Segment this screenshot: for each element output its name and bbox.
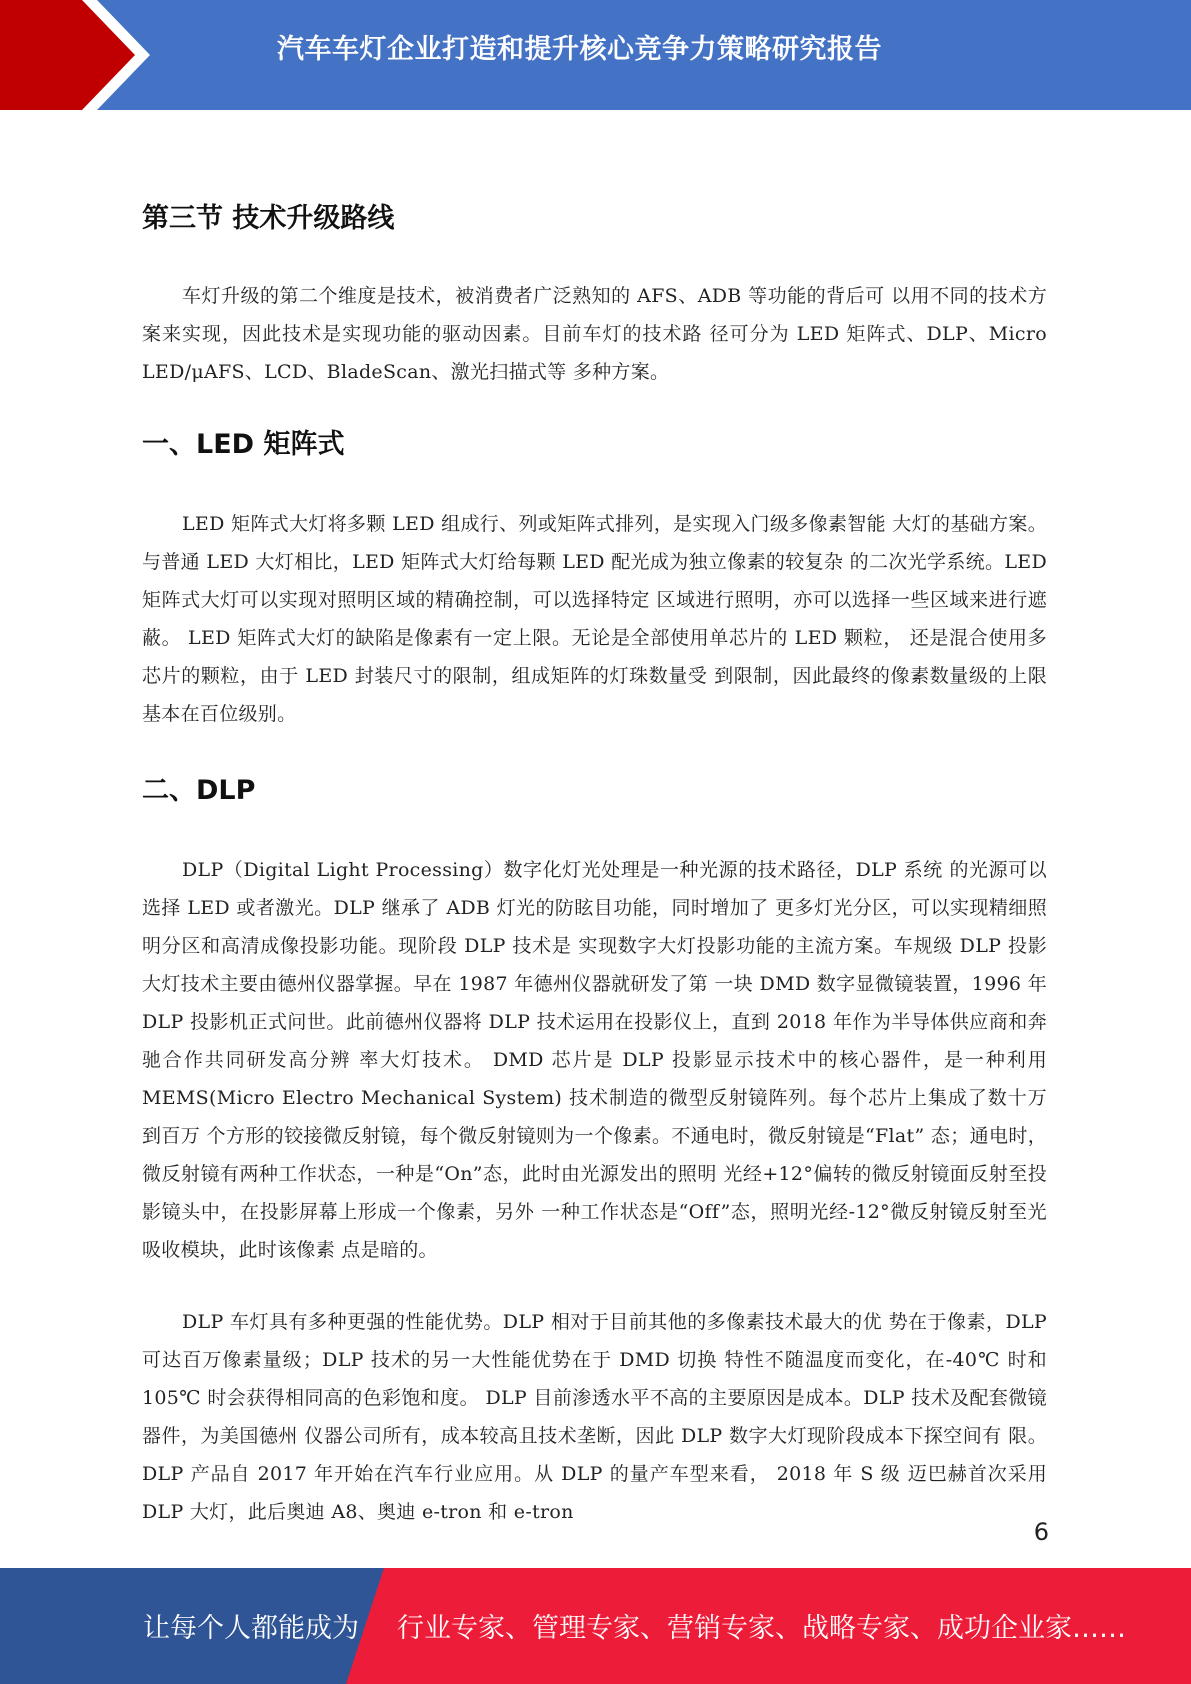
subsection-title-led-matrix: 一、LED 矩阵式 xyxy=(142,429,345,460)
section-title: 第三节 技术升级路线 xyxy=(142,203,395,234)
footer-banner xyxy=(0,1568,1191,1684)
page-number: 6 xyxy=(1033,1518,1049,1546)
subsection-title-dlp: 二、DLP xyxy=(142,775,256,806)
intro-paragraph: 车灯升级的第二个维度是技术，被消费者广泛熟知的 AFS、ADB 等功能的背后可 以用不同的技术方案来实现，因此技术是实现功能的驱动因素。目前车灯的技术路 径可分为 LED 矩阵式、DLP、Micro LED/μAFS、LCD、BladeScan、激光扫描式等 多种方案。 xyxy=(142,285,1047,383)
main-content xyxy=(142,195,1047,1531)
footer-slogan-left: 让每个人都能成为 xyxy=(143,1613,359,1644)
header-arrow-decoration xyxy=(0,0,160,110)
report-title: 汽车车灯企业打造和提升核心竞争力策略研究报告 xyxy=(277,34,882,65)
dlp-paragraph-2: DLP 车灯具有多种更强的性能优势。DLP 相对于目前其他的多像素技术最大的优 势在于像素，DLP 可达百万像素量级；DLP 技术的另一大性能优势在于 DMD 切换 特性不随温度而变化，在-40℃ 时和 105℃ 时会获得相同高的色彩饱和度。 DLP 目前渗透水平不高的主要原因是成本。DLP 技术及配套微镜器件，为美国德州 仪器公司所有，成本较高且技术垄断，因此 DLP 数字大灯现阶段成本下探空间有 限。 DLP 产品自 2017 年开始在汽车行业应用。从 DLP 的量产车型来看， 2018 年 S 级 迈巴赫首次采用 DLP 大灯，此后奥迪 A8、奥迪 e-tron 和 e-tron xyxy=(142,1311,1047,1523)
footer-slogan-right: 行业专家、管理专家、营销专家、战略专家、成功企业家…… xyxy=(397,1613,1126,1644)
dlp-paragraph-1: DLP（Digital Light Processing）数字化灯光处理是一种光源的技术路径，DLP 系统 的光源可以选择 LED 或者激光。DLP 继承了 ADB 灯光的防眩目功能，同时增加了 更多灯光分区，可以实现精细照明分区和高清成像投影功能。现阶段 DLP 技术是 实现数字大灯投影功能的主流方案。车规级 DLP 投影大灯技术主要由德州仪器掌握。早在 1987 年德州仪器就研发了第 一块 DMD 数字显微镜装置，1996 年 DLP 投影机正式问世。此前德州仪器将 DLP 技术运用在投影仪上，直到 2018 年作为半导体供应商和奔驰合作共同研发高分辨 率大灯技术。 DMD 芯片是 DLP 投影显示技术中的核心器件，是一种利用 MEMS(Micro Electro Mechanical System) 技术制造的微型反射镜阵列。每个芯片上集成了数十万到百万 个方形的铰接微反射镜，每个微反射镜则为一个像素。不通电时，微反射镜是“Flat” 态；通电时，微反射镜有两种工作状态，一种是“On”态，此时由光源发出的照明 光经+12°偏转的微反射镜面反射至投影镜头中，在投影屏幕上形成一个像素，另外 一种工作状态是“Off”态，照明光经-12°微反射镜反射至光吸收模块，此时该像素 点是暗的。 xyxy=(142,859,1047,1261)
header-banner xyxy=(0,0,1191,110)
led-matrix-paragraph: LED 矩阵式大灯将多颗 LED 组成行、列或矩阵式排列，是实现入门级多像素智能 大灯的基础方案。 与普通 LED 大灯相比，LED 矩阵式大灯给每颗 LED 配光成为独立像素的较复杂 的二次光学系统。LED 矩阵式大灯可以实现对照明区域的精确控制，可以选择特定 区域进行照明，亦可以选择一些区域来进行遮蔽。 LED 矩阵式大灯的缺陷是像素有一定上限。无论是全部使用单芯片的 LED 颗粒， 还是混合使用多芯片的颗粒，由于 LED 封装尺寸的限制，组成矩阵的灯珠数量受 到限制，因此最终的像素数量级的上限基本在百位级别。 xyxy=(142,513,1047,725)
